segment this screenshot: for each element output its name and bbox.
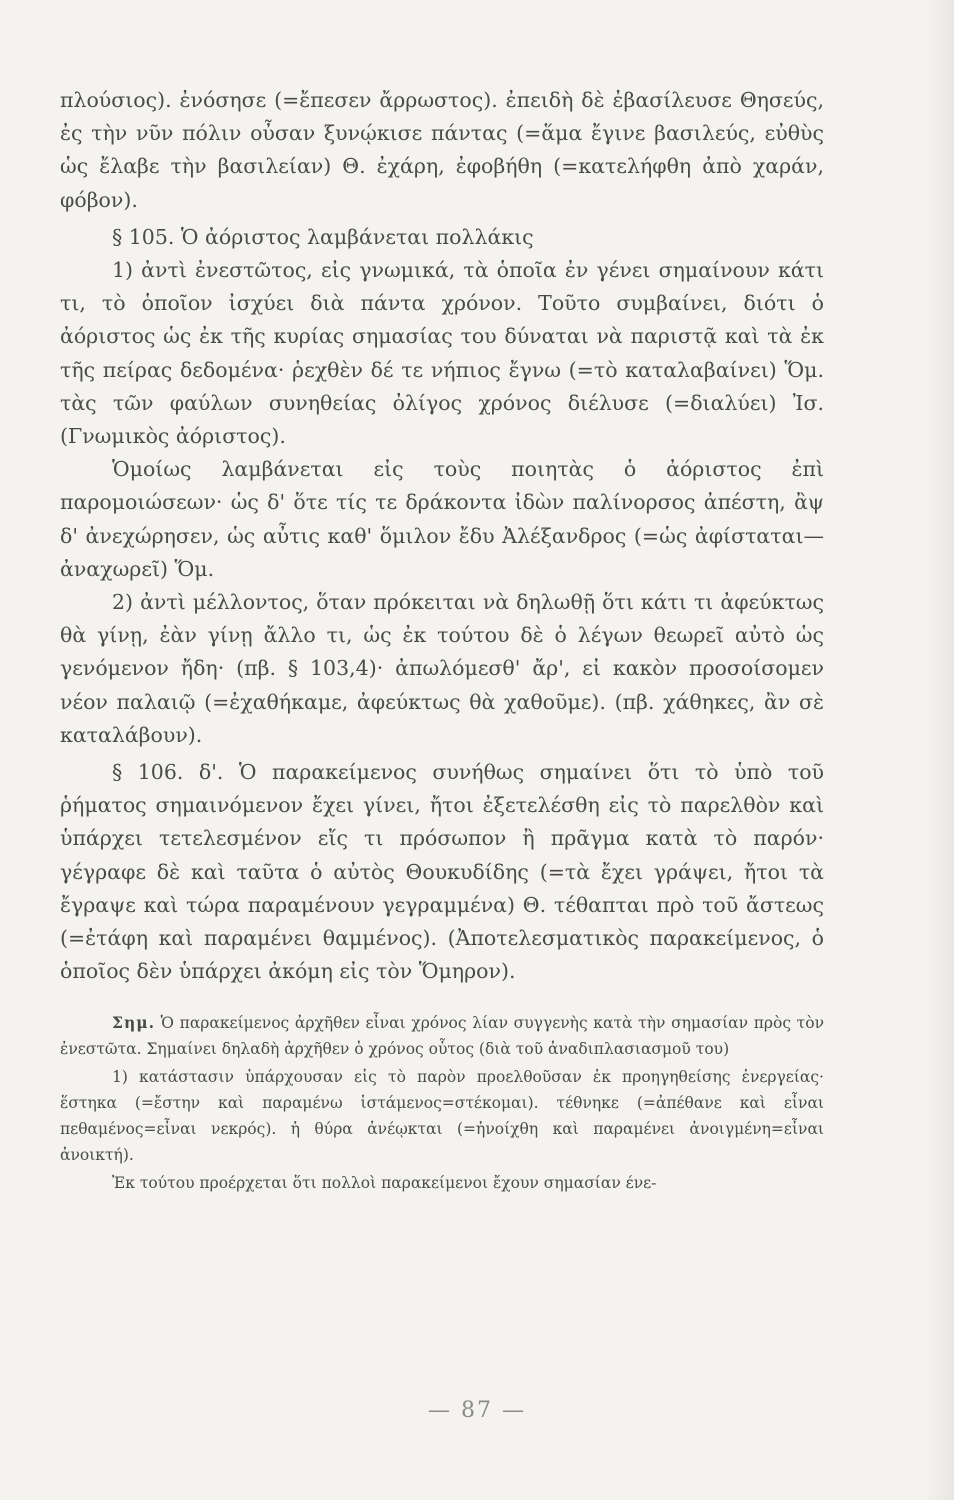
footnote-remark	[60, 1010, 824, 1196]
page-edge-shading	[924, 0, 954, 1500]
section-105-point-1: 1) ἀντὶ ἐνεστῶτος, εἰς γνωμικά, τὰ ὁποῖα ἐν γένει σημαίνουν κάτι τι, τὸ ὁποῖον ἰσχύει διὰ πάντα χρόνον. Τοῦτο συμβαίνει, διότι ὁ ἀόριστος ὡς ἐκ τῆς κυρίας σημασίας του δύναται νὰ παριστᾷ καὶ τὰ ἐκ τῆς πείρας δεδομένα· ῥεχθὲν δέ τε νήπιος ἔγνω (=τὸ καταλαβαίνει) Ὅμ. τὰς τῶν φαύλων συνηθείας ὀλίγος χρόνος διέλυσε (=διαλύει) Ἰσ. (Γνωμικὸς ἀόριστος).	[60, 258, 824, 449]
page-number: — 87 —	[428, 1398, 526, 1423]
para-continuation: πλούσιος). ἐνόσησε (=ἔπεσεν ἄρρωστος). ἐπειδὴ δὲ ἐβασίλευσε Θησεύς, ἐς τὴν νῦν πόλιν οὖσαν ξυνῴκισε πάντας (=ἅμα ἔγινε βασιλεύς, εὐθὺς ὡς ἔλαβε τὴν βασιλείαν) Θ. ἐχάρη, ἐφοβήθη (=κατελήφθη ἀπὸ χαράν, φόβον).	[60, 88, 824, 212]
remark-last-line: Ἐκ τούτου προέρχεται ὅτι πολλοὶ παρακείμενοι ἔχουν σημασίαν ένε-	[112, 1174, 657, 1193]
section-105-heading: § 105. Ὁ ἀόριστος λαμβάνεται πολλάκις	[112, 224, 534, 249]
main-text	[60, 84, 824, 988]
remark-label: Σημ.	[112, 1013, 155, 1033]
remark-paragraph	[60, 1010, 824, 1062]
remark-item-1: 1) κατάστασιν ὑπάρχουσαν εἰς τὸ παρὸν προελθοῦσαν ἐκ προηγηθείσης ἐνεργείας· ἕστηκα (=ἔστην καὶ παραμένω ἱστάμενος=στέκομαι). τέθνηκε (=ἀπέθανε καὶ εἶναι πεθαμένος=εἶναι νεκρός). ἡ θύρα ἀνέῳκται (=ἠνοίχθη καὶ παραμένει ἀνοιγμένη=εἶναι ἀνοικτή).	[60, 1068, 824, 1165]
section-105-similar: Ὁμοίως λαμβάνεται εἰς τοὺς ποιητὰς ὁ ἀόριστος ἐπὶ παρομοιώσεων· ὡς δ' ὅτε τίς τε δράκοντα ἰδὼν παλίνορσος ἀπέστη, ἂψ δ' ἀνεχώρησεν, ὡς αὖτις καθ' ὅμιλον ἔδυ Ἀλέξανδρος (=ὡς ἀφίσταται—ἀναχωρεῖ) Ὅμ.	[60, 457, 824, 581]
remark-text: Ὁ παρακείμενος ἀρχῆθεν εἶναι χρόνος λίαν συγγενὴς κατὰ τὴν σημασίαν πρὸς τὸν ἐνεστῶτα. Σημαίνει δηλαδὴ ἀρχῆθεν ὁ χρόνος οὗτος (διὰ τοῦ ἀναδιπλασιασμοῦ του)	[60, 1014, 824, 1059]
section-106: § 106. δ'. Ὁ παρακείμενος συνήθως σημαίνει ὅτι τὸ ὑπὸ τοῦ ῥήματος σημαινόμενον ἔχει γίνει, ἤτοι ἐξετελέσθη εἰς τὸ παρελθὸν καὶ ὑπάρχει τετελεσμένον εἴς τι πρόσωπον ἢ πρᾶγμα κατὰ τὸ παρόν· γέγραφε δὲ καὶ ταῦτα ὁ αὐτὸς Θουκυδίδης (=τὰ ἔχει γράψει, ἤτοι τὰ ἔγραψε καὶ τώρα παραμένουν γεγραμμένα) Θ. τέθαπται πρὸ τοῦ ἄστεως (=ἐτάφη καὶ παραμένει θαμμένος). (Ἀποτελεσματικὸς παρακείμενος, ὁ ὁποῖος δὲν ὑπάρχει ἀκόμη εἰς τὸν Ὅμηρον).	[60, 760, 824, 984]
section-105-point-2: 2) ἀντὶ μέλλοντος, ὅταν πρόκειται νὰ δηλωθῇ ὅτι κάτι τι ἀφεύκτως θὰ γίνῃ, ἐὰν γίνῃ ἄλλο τι, ὡς ἐκ τούτου δὲ ὁ λέγων θεωρεῖ αὐτὸ ὡς γενόμενον ἤδη· (πβ. § 103,4)· ἀπωλόμεσθ' ἄρ', εἰ κακὸν προσοίσομεν νέον παλαιῷ (=ἐχαθήκαμε, ἀφεύκτως θὰ χαθοῦμε). (πβ. χάθηκες, ἂν σὲ καταλάβουν).	[60, 590, 824, 747]
